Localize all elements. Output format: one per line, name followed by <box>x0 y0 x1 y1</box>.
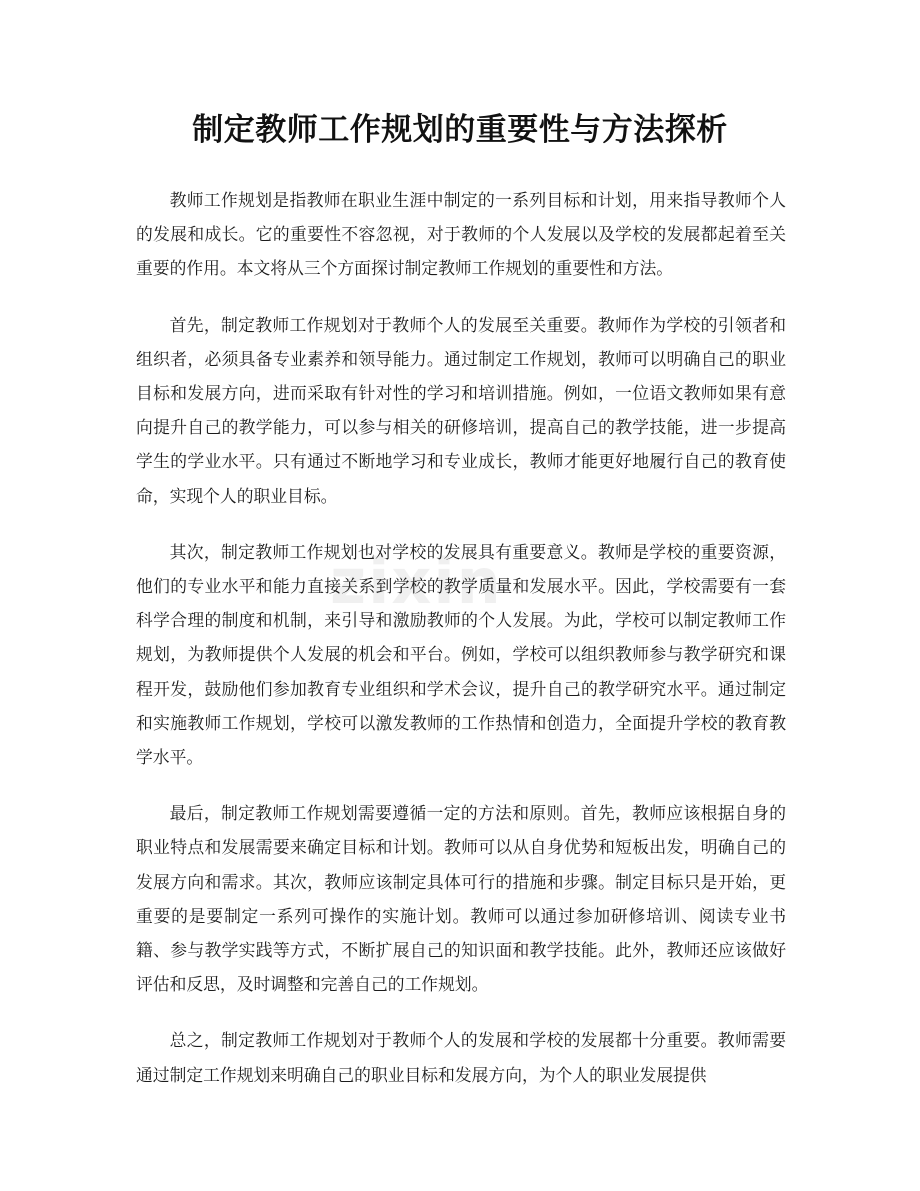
paragraph-first-point: 首先，制定教师工作规划对于教师个人的发展至关重要。教师作为学校的引领者和组织者，必须具备专业素养和领导能力。通过制定工作规划，教师可以明确自己的职业目标和发展方向，进而采取有针对性的学习和培训措施。例如，一位语文教师如果有意向提升自己的教学能力，可以参与相关的研修培训，提高自己的教学技能，进一步提高学生的学业水平。只有通过不断地学习和专业成长，教师才能更好地履行自己的教育使命，实现个人的职业目标。 <box>136 314 786 506</box>
paragraph-third-point: 最后，制定教师工作规划需要遵循一定的方法和原则。首先，教师应该根据自身的职业特点和发展需要来确定目标和计划。教师可以从自身优势和短板出发，明确自己的发展方向和需求。其次，教师应该制定具体可行的措施和步骤。制定目标只是开始，更重要的是要制定一系列可操作的实施计划。教师可以通过参加研修培训、阅读专业书籍、参与教学实践等方式，不断扩展自己的知识面和教学技能。此外，教师还应该做好评估和反思，及时调整和完善自己的工作规划。 <box>136 803 786 995</box>
document-body <box>136 183 786 1114</box>
paragraph-conclusion: 总之，制定教师工作规划对于教师个人的发展和学校的发展都十分重要。教师需要通过制定工作规划来明确自己的职业目标和发展方向，为个人的职业发展提供 <box>136 1030 786 1085</box>
paragraph-intro: 教师工作规划是指教师在职业生涯中制定的一系列目标和计划，用来指导教师个人的发展和成长。它的重要性不容忽视，对于教师的个人发展以及学校的发展都起着至关重要的作用。本文将从三个方面探讨制定教师工作规划的重要性和方法。 <box>136 190 786 279</box>
paragraph-second-point: 其次，制定教师工作规划也对学校的发展具有重要意义。教师是学校的重要资源，他们的专业水平和能力直接关系到学校的教学质量和发展水平。因此，学校需要有一套科学合理的制度和机制，来引导和激励教师的个人发展。为此，学校可以制定教师工作规划，为教师提供个人发展的机会和平台。例如，学校可以组织教师参与教学研究和课程开发，鼓励他们参加教育专业组织和学术会议，提升自己的教学研究水平。通过制定和实施教师工作规划，学校可以激发教师的工作热情和创造力，全面提升学校的教育教学水平。 <box>136 541 786 768</box>
watermark: zixin <box>330 545 503 618</box>
document-title: 制定教师工作规划的重要性与方法探析 <box>192 112 728 148</box>
